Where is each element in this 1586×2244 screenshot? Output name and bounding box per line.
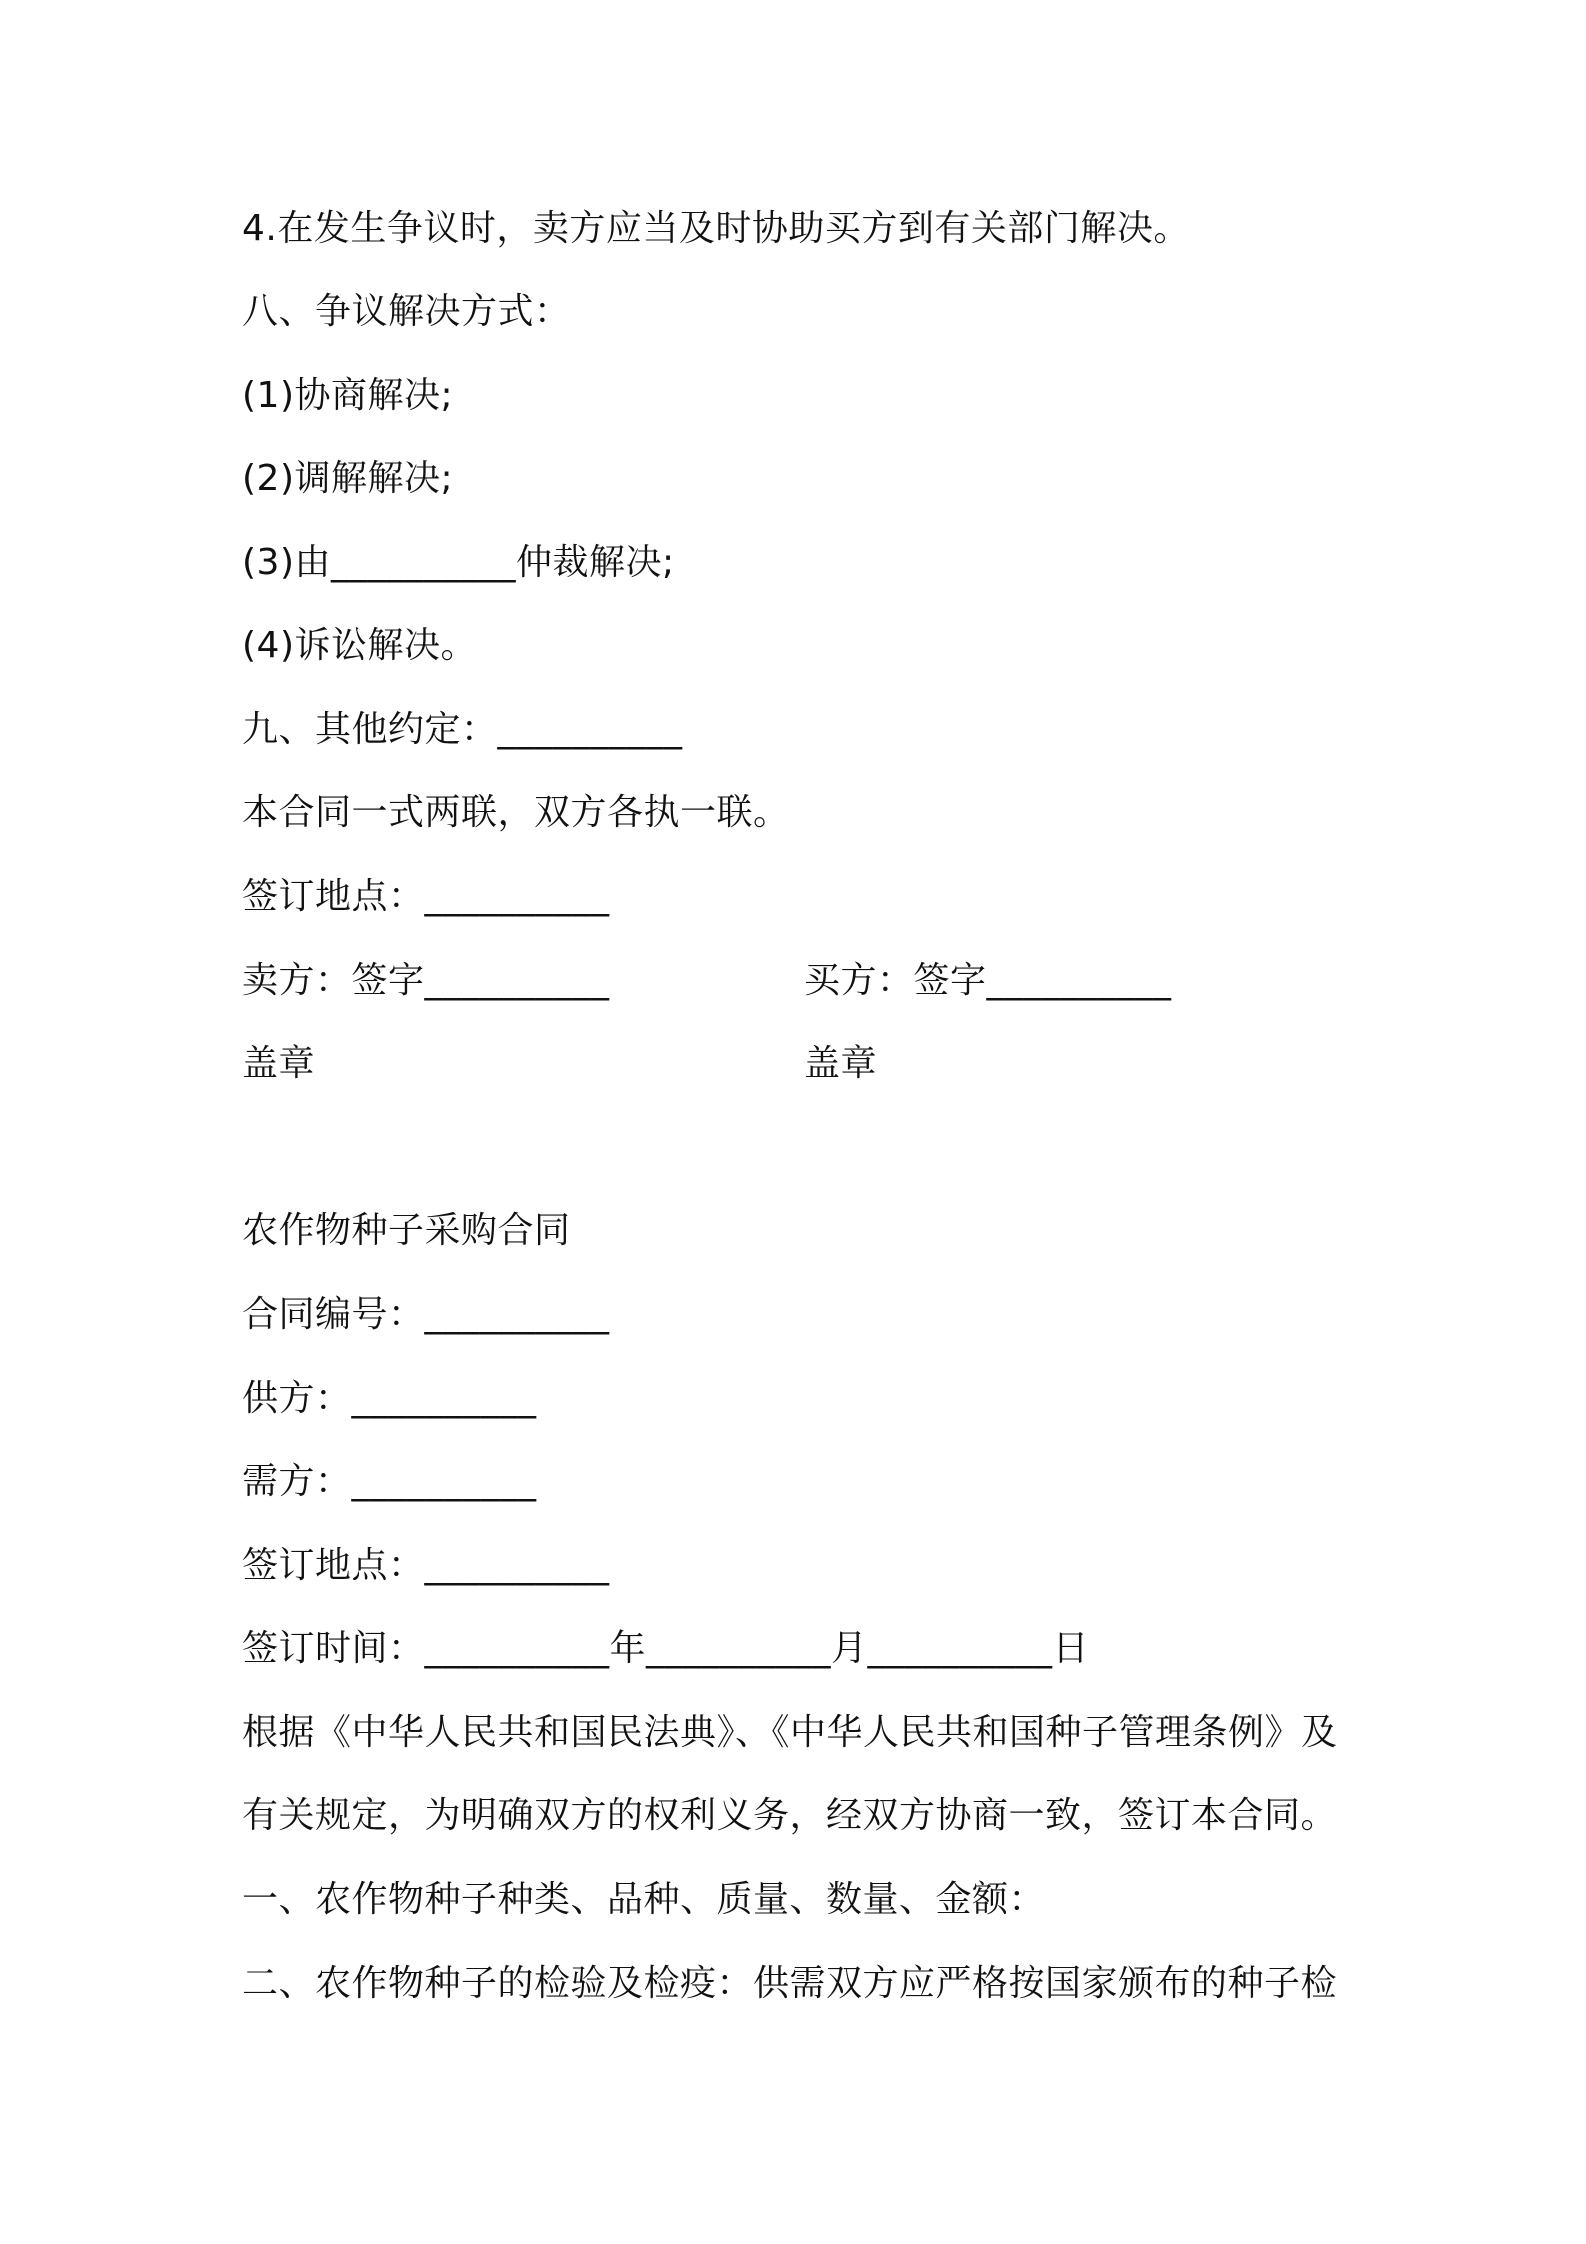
- buyer-seal-label: 盖章: [804, 1043, 878, 1084]
- clause-dispute-assist: 4.在发生争议时，卖方应当及时协助买方到有关部门解决。: [242, 208, 1190, 249]
- resolution-option-negotiation: (1)协商解决;: [242, 375, 454, 416]
- seller-seal-label: 盖章: [242, 1043, 316, 1084]
- section-seed-types-heading: 一、农作物种子种类、品种、质量、数量、金额：: [242, 1879, 1046, 1920]
- resolution-option-litigation: (4)诉讼解决。: [242, 625, 477, 666]
- resolution-option-mediation: (2)调解解决;: [242, 458, 454, 499]
- section-other-agreements: 九、其他约定：__________: [242, 709, 683, 750]
- purchaser-field: 需方：__________: [242, 1461, 537, 1502]
- seller-signature-field: 卖方：签字__________: [242, 960, 610, 1001]
- legal-basis-line-2: 有关规定，为明确双方的权利义务，经双方协商一致，签订本合同。: [242, 1795, 1338, 1836]
- signing-place-field: 签订地点：__________: [242, 876, 610, 917]
- contract-title: 农作物种子采购合同: [242, 1210, 571, 1251]
- contract-signing-place-field: 签订地点：__________: [242, 1545, 610, 1586]
- section-dispute-resolution-heading: 八、争议解决方式：: [242, 291, 571, 332]
- resolution-option-arbitration: (3)由__________仲裁解决;: [242, 542, 675, 583]
- section-seed-inspection-heading: 二、农作物种子的检验及检疫：供需双方应严格按国家颁布的种子检: [242, 1963, 1338, 2004]
- buyer-signature-field: 买方：签字__________: [804, 960, 1172, 1001]
- contract-number-field: 合同编号：__________: [242, 1294, 610, 1335]
- supplier-field: 供方：__________: [242, 1378, 537, 1419]
- copies-statement: 本合同一式两联，双方各执一联。: [242, 792, 790, 833]
- legal-basis-line-1: 根据《中华人民共和国民法典》、《中华人民共和国种子管理条例》及: [242, 1712, 1338, 1753]
- signing-date-field: 签订时间：__________年__________月__________日: [242, 1628, 1090, 1669]
